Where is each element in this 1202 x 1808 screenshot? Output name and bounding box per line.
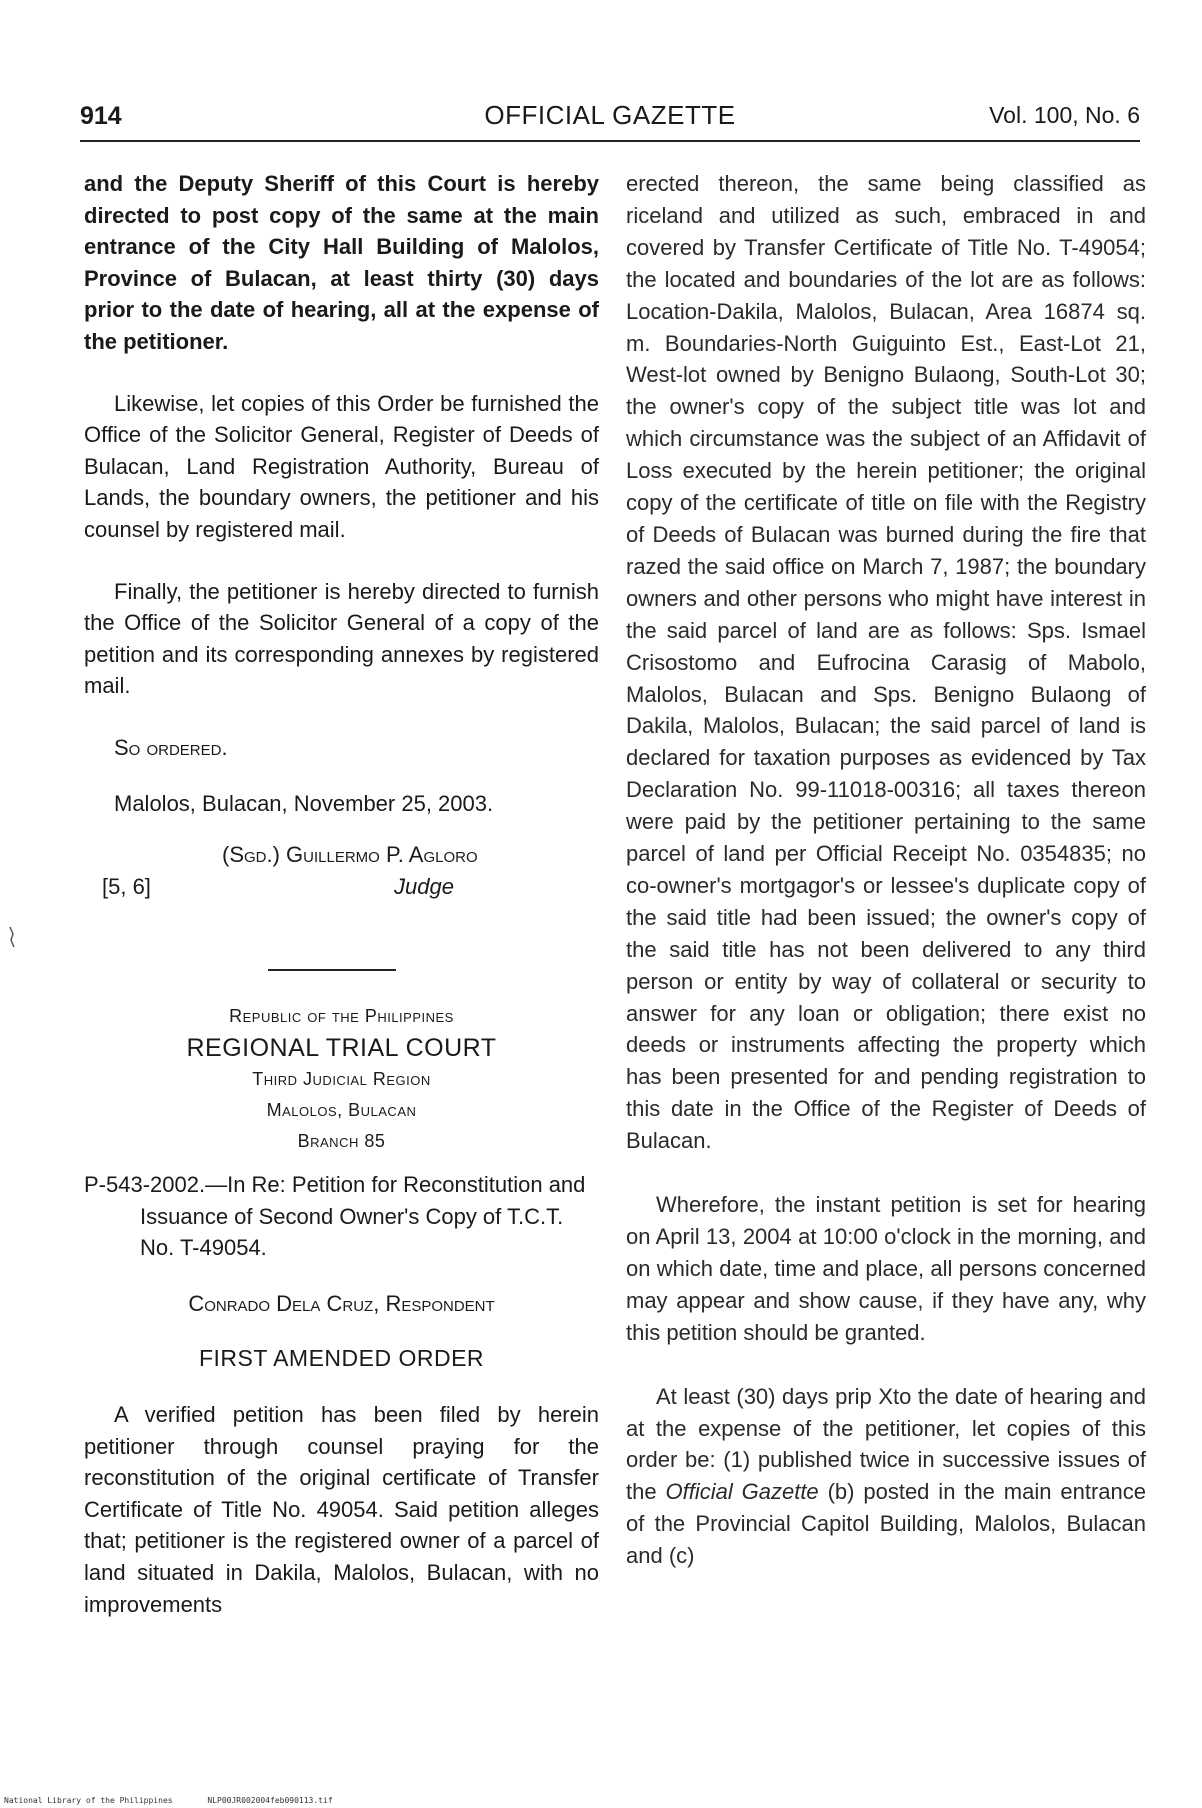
finally-paragraph: Finally, the petitioner is hereby directed to furnish the Office of the Solicitor General of a copy of the petition and its corresponding annexes by registered mail. [84,578,599,699]
page-number: 914 [80,102,122,130]
respondent-line: Conrado Dela Cruz, Respondent [188,1290,495,1316]
city-line: Malolos, Bulacan [266,1100,417,1121]
at-least-text: At least (30) days prip Xto the date of hearing and at the expense of the petitioner, let copies of this order be: (1) published twice in successive issues of the [626,1383,1146,1505]
likewise-paragraph: Likewise, let copies of this Order be furnished the Office of the Solicitor General, Register of Deeds of Bulacan, Land Registration Authority, Bureau of Lands, the boundary owners, the petitioner and his counsel by registered mail. [84,390,599,542]
order-title: FIRST AMENDED ORDER [198,1345,485,1372]
library-credit: National Library of the Philippines [4,1796,173,1805]
page-header [80,96,1140,136]
left-column [84,168,599,1620]
region-line: Third Judicial Region [252,1069,431,1090]
publication-title: OFFICIAL GAZETTE [484,100,736,130]
continued-paragraph: and the Deputy Sheriff of this Court is hereby directed to post copy of the same at the main entrance of the City Hall Building of Malolos, Province of Bulacan, at least thirty (30) days prior to the date of hearing, all at the expense of the petitioner. [84,171,599,354]
place-date: Malolos, Bulacan, November 25, 2003. [114,790,494,816]
file-name: NLP00JR002004feb090113.tif [207,1796,333,1805]
judge-title: Judge [394,874,454,900]
margin-mark [8,926,16,948]
verified-petition-paragraph: A verified petition has been filed by herein petitioner through counsel praying for the reconstitution of the original certificate of Transfer Certificate of Title No. 49054. Said petition alleges that; petitioner is the registered owner of a parcel of land situated in Dakila, Malolos, Bulacan, with no improvements [84,1402,599,1617]
signature-block [84,839,599,919]
right-column [626,168,1146,1572]
pages-reference: [5, 6] [102,874,151,900]
republic-line: Republic of the Philippines [229,1006,454,1027]
at-least-paragraph [626,1381,1146,1572]
judge-signature: (Sgd.) Guillermo P. Agloro [222,842,478,868]
case-caption: P-543-2002.—In Re: Petition for Reconstitution and Issuance of Second Owner's Copy of T.C.T. No. T-49054. [84,1172,586,1261]
wherefore-paragraph: Wherefore, the instant petition is set for hearing on April 13, 2004 at 10:00 o'clock in the morning, and on which date, time and place, all persons concerned may appear and show cause, if they have any, why this petition should be granted. [626,1192,1146,1345]
court-name: REGIONAL TRIAL COURT [186,1034,497,1063]
branch-line: Branch 85 [297,1131,386,1152]
section-divider [268,969,396,971]
so-ordered: So ordered. [114,734,228,760]
continued-paragraph-right: erected thereon, the same being classified as riceland and utilized as such, embraced in and covered by Transfer Certificate of Title No. T-49054; the located and boundaries of the lot are as follows: Location-Dakila, Malolos, Bulacan, Area 16874 sq. m. Boundaries-North Guiguinto Est., East-Lot 21, West-lot owned by Benigno Bulaong, South-Lot 30; the owner's copy of the subject title was lot and which circumstance was the subject of an Affidavit of Loss executed by the herein petitioner; the original copy of the certificate of title on file with the Registry of Deeds of Bulacan was burned during the fire that razed the said office on March 7, 1987; the boundary owners and other persons who might have interest in the said parcel of land are as follows: Sps. Ismael Crisostomo and Eufrocina Carasig of Mabolo, Malolos, Bulacan and Sps. Benigno Bulaong of Dakila, Malolos, Bulacan; the said parcel of land is declared for taxation purposes as evidenced by Tax Declaration No. 99-11018-00316; all taxes thereon were paid by the petitioner pertaining to the same parcel of land per Official Receipt No. 0354835; no co-owner's mortgagor's or lessee's duplicate copy of the said title had been issued; the owner's copy of the said title has not been delivered to any third person or entity by way of collateral or security to answer for any loan or obligation; there exist no deeds or instruments affecting the property which has been presented for and pending registration to this date in the Office of the Register of Deeds of Bulacan. [626,171,1146,1154]
court-heading [84,1001,599,1157]
volume-number: Vol. 100, No. 6 [989,102,1140,128]
header-rule [80,140,1140,142]
scan-footer [4,1796,363,1805]
gazette-reference: Official Gazette [665,1479,819,1505]
at-least-text-end: (b) posted in the main entrance of the Provincial Capitol Building, Malolos, Bulacan and (c) [626,1479,1147,1569]
